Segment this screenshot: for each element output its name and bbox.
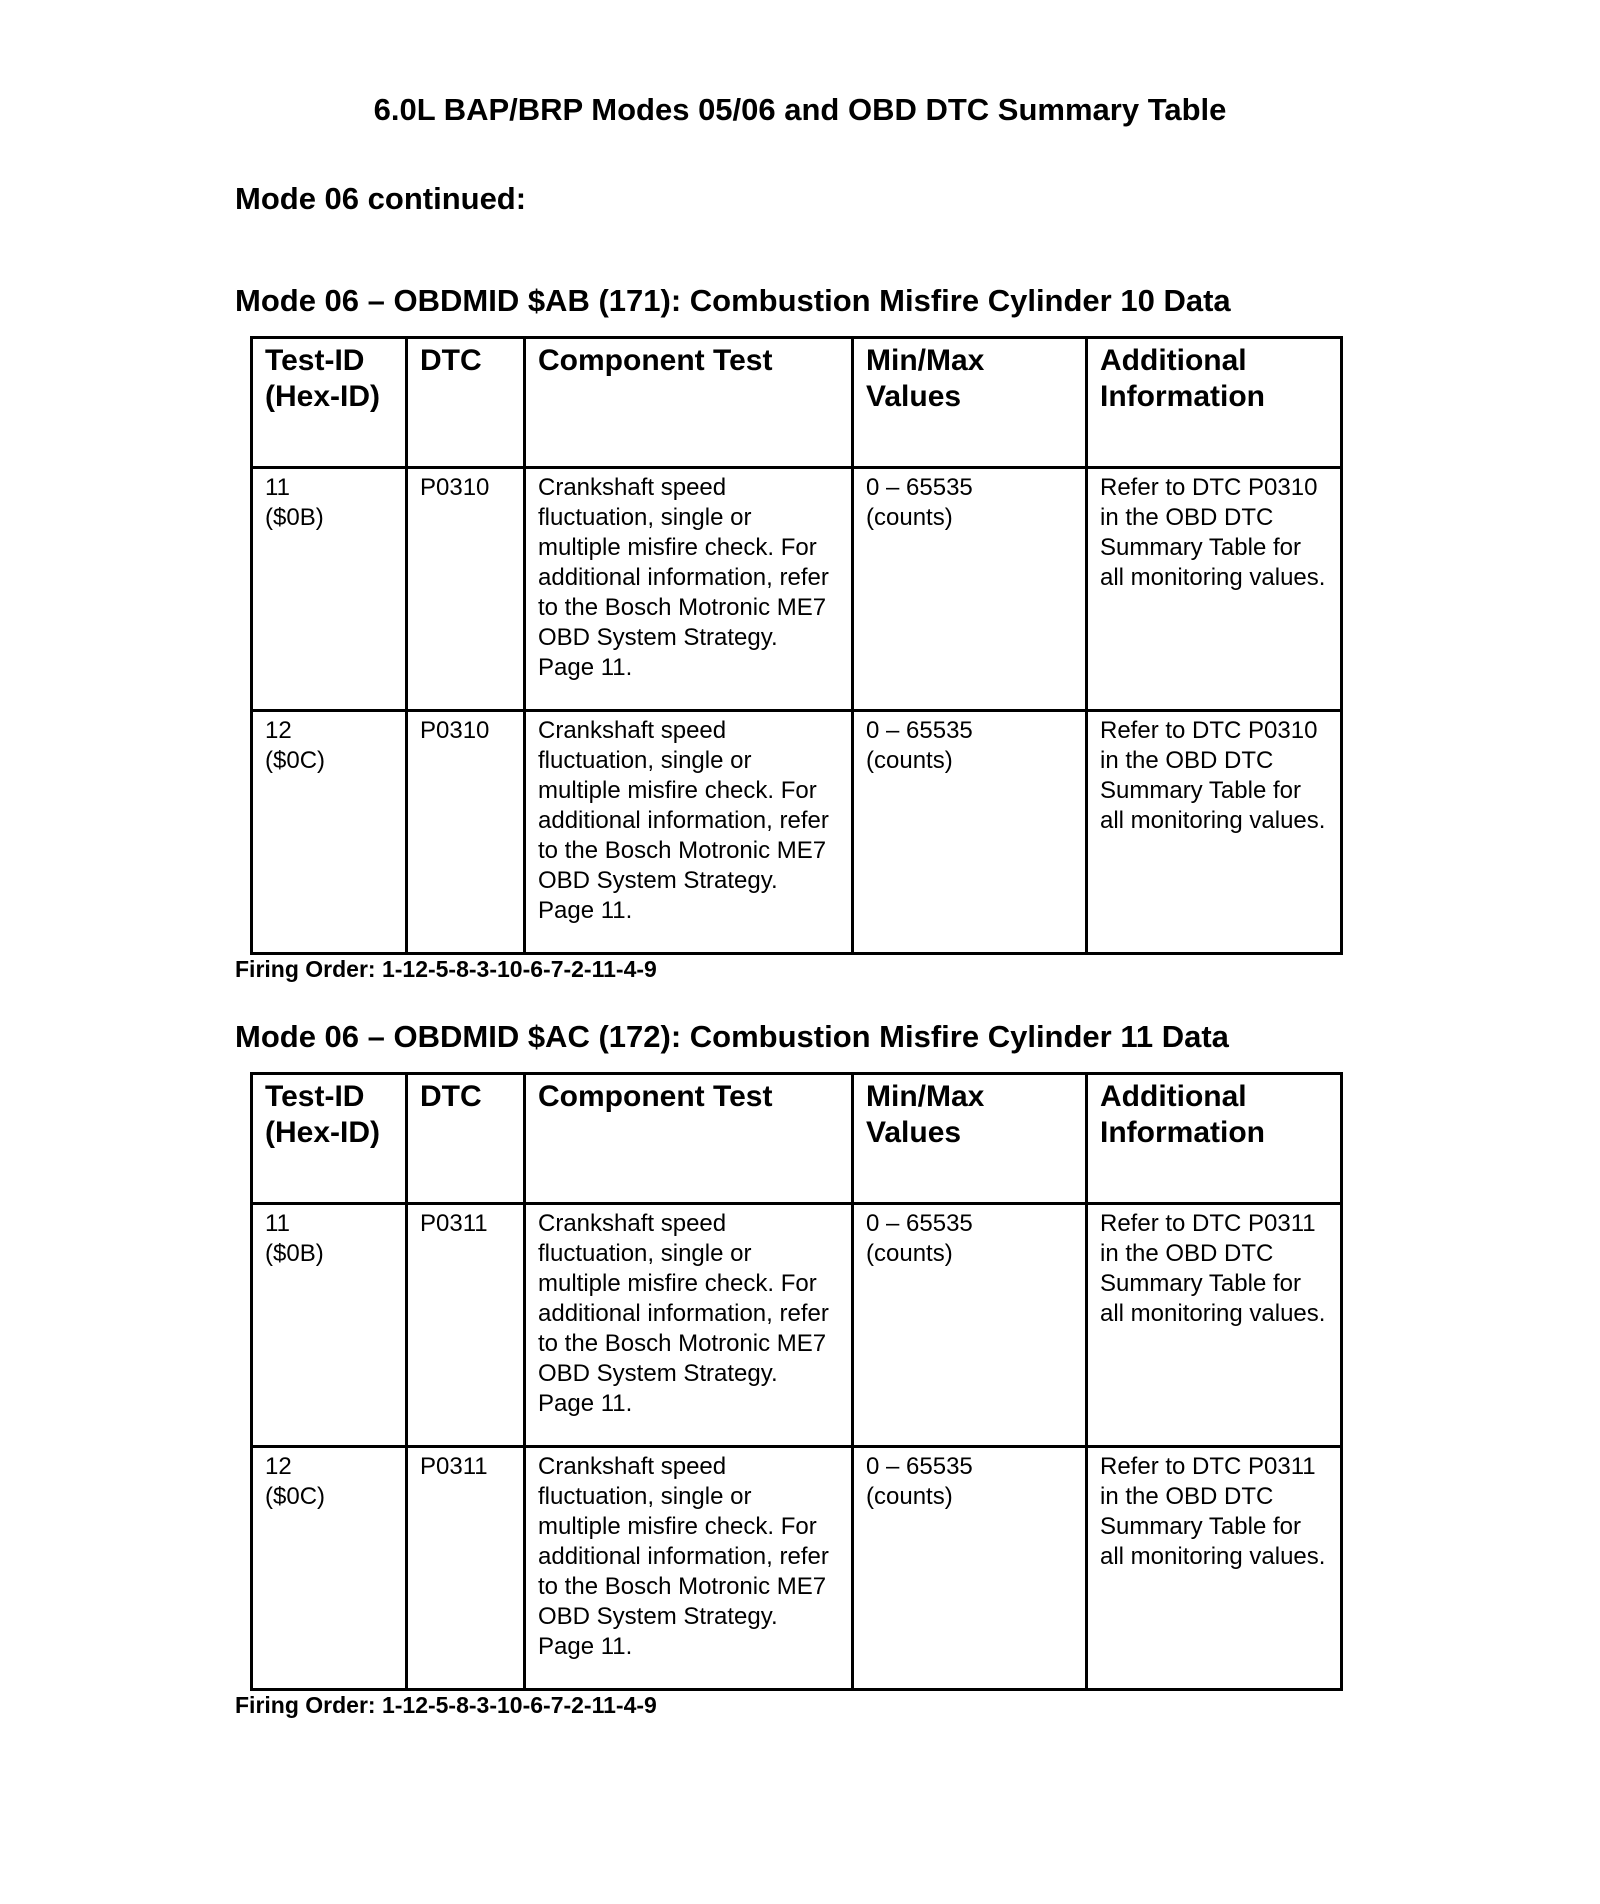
header-test-id-label: Test-ID — [265, 344, 365, 377]
min-max-unit: (counts) — [866, 504, 953, 531]
test-id-value: 12 — [265, 1453, 292, 1480]
subheading: Mode 06 continued: — [235, 181, 527, 216]
cell-component-test: Crankshaft speed fluctuation, single or multiple misfire check. For additional information, refer to the Bosch Motronic ME7 OBD System Strategy. Page 11. — [525, 711, 853, 954]
header-min-max — [853, 1074, 1087, 1204]
header-test-id — [252, 1074, 407, 1204]
header-test-id — [252, 338, 407, 468]
min-max-value: 0 – 65535 — [866, 474, 973, 501]
header-min-max — [853, 338, 1087, 468]
page-title: 6.0L BAP/BRP Modes 05/06 and OBD DTC Summary Table — [373, 92, 1227, 127]
min-max-value: 0 – 65535 — [866, 1453, 973, 1480]
header-additional-info — [1087, 1074, 1342, 1204]
cell-component-test: Crankshaft speed fluctuation, single or multiple misfire check. For additional information, refer to the Bosch Motronic ME7 OBD System Strategy. Page 11. — [525, 468, 853, 711]
hex-id-value: ($0B) — [265, 1240, 324, 1267]
header-component-test: Component Test — [525, 1074, 853, 1204]
hex-id-value: ($0B) — [265, 504, 324, 531]
cell-dtc: P0311 — [407, 1447, 525, 1690]
min-max-unit: (counts) — [866, 1240, 953, 1267]
cell-component-test: Crankshaft speed fluctuation, single or multiple misfire check. For additional information, refer to the Bosch Motronic ME7 OBD System Strategy. Page 11. — [525, 1447, 853, 1690]
header-information-label: Information — [1100, 380, 1265, 413]
cell-min-max — [853, 468, 1087, 711]
min-max-value: 0 – 65535 — [866, 717, 973, 744]
table-header-row — [252, 338, 1342, 468]
min-max-value: 0 – 65535 — [866, 1210, 973, 1237]
table-row — [252, 1447, 1342, 1690]
cell-additional-info: Refer to DTC P0310 in the OBD DTC Summary Table for all monitoring values. — [1087, 468, 1342, 711]
cell-test-id — [252, 1447, 407, 1690]
table-row — [252, 711, 1342, 954]
min-max-unit: (counts) — [866, 1483, 953, 1510]
header-values-label: Values — [866, 1116, 962, 1149]
cell-dtc: P0310 — [407, 711, 525, 954]
cell-test-id — [252, 711, 407, 954]
hex-id-value: ($0C) — [265, 1483, 326, 1510]
header-min-max-label: Min/Max — [866, 344, 985, 377]
min-max-unit: (counts) — [866, 747, 953, 774]
cell-min-max — [853, 1204, 1087, 1447]
section-title: Mode 06 – OBDMID $AC (172): Combustion Misfire Cylinder 11 Data — [235, 1019, 1229, 1054]
firing-order-note: Firing Order: 1-12-5-8-3-10-6-7-2-11-4-9 — [235, 1692, 657, 1718]
header-dtc: DTC — [407, 1074, 525, 1204]
header-hex-id-label: (Hex-ID) — [265, 1116, 381, 1149]
mode06-table-cyl10 — [250, 336, 1343, 955]
cell-additional-info: Refer to DTC P0311 in the OBD DTC Summary Table for all monitoring values. — [1087, 1447, 1342, 1690]
cell-dtc: P0310 — [407, 468, 525, 711]
header-values-label: Values — [866, 380, 962, 413]
cell-min-max — [853, 711, 1087, 954]
header-component-test: Component Test — [525, 338, 853, 468]
cell-additional-info: Refer to DTC P0310 in the OBD DTC Summary Table for all monitoring values. — [1087, 711, 1342, 954]
hex-id-value: ($0C) — [265, 747, 326, 774]
cell-dtc: P0311 — [407, 1204, 525, 1447]
table-header-row — [252, 1074, 1342, 1204]
cell-min-max — [853, 1447, 1087, 1690]
test-id-value: 11 — [265, 474, 290, 501]
header-hex-id-label: (Hex-ID) — [265, 380, 381, 413]
table-row — [252, 1204, 1342, 1447]
header-information-label: Information — [1100, 1116, 1265, 1149]
header-additional-label: Additional — [1100, 1080, 1247, 1113]
header-additional-info — [1087, 338, 1342, 468]
header-min-max-label: Min/Max — [866, 1080, 985, 1113]
cell-test-id — [252, 468, 407, 711]
table-row — [252, 468, 1342, 711]
firing-order-note: Firing Order: 1-12-5-8-3-10-6-7-2-11-4-9 — [235, 956, 657, 982]
cell-component-test: Crankshaft speed fluctuation, single or multiple misfire check. For additional information, refer to the Bosch Motronic ME7 OBD System Strategy. Page 11. — [525, 1204, 853, 1447]
cell-test-id — [252, 1204, 407, 1447]
header-additional-label: Additional — [1100, 344, 1247, 377]
section-title: Mode 06 – OBDMID $AB (171): Combustion Misfire Cylinder 10 Data — [235, 283, 1231, 318]
header-test-id-label: Test-ID — [265, 1080, 365, 1113]
test-id-value: 11 — [265, 1210, 290, 1237]
test-id-value: 12 — [265, 717, 292, 744]
cell-additional-info: Refer to DTC P0311 in the OBD DTC Summary Table for all monitoring values. — [1087, 1204, 1342, 1447]
mode06-table-cyl11 — [250, 1072, 1343, 1691]
header-dtc: DTC — [407, 338, 525, 468]
